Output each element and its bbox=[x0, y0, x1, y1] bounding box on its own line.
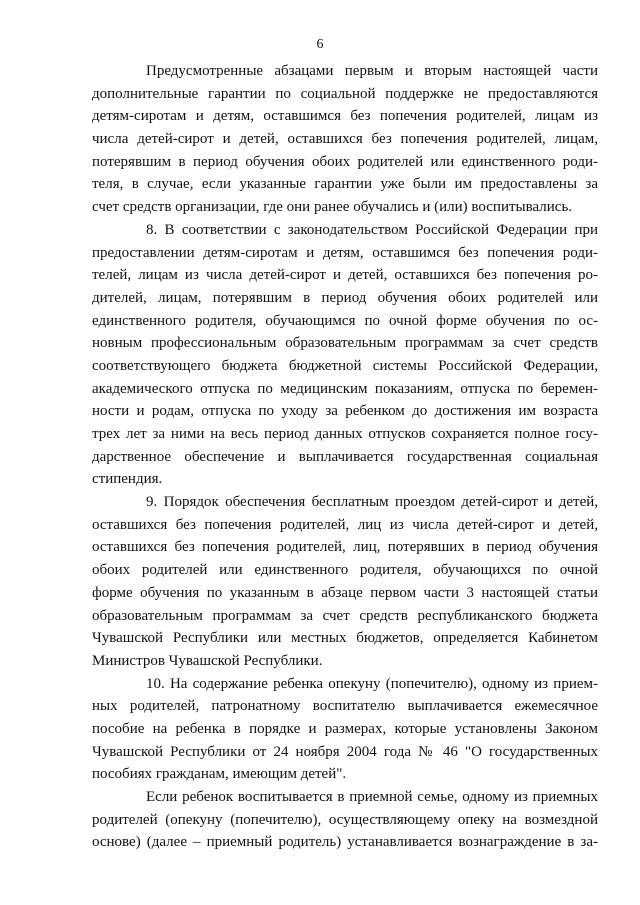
text-line: счет средств организации, где они ранее обучались и (или) воспитывались. bbox=[92, 199, 573, 216]
text-line: оставшихся без попечения родителей, лиц, потерявших в период обучения bbox=[92, 539, 598, 556]
text-line: пособие на ребенка в порядке и размерах, которые установлены Законом bbox=[92, 720, 598, 737]
text-line: дителей, лицам, потерявшим в период обучения обоих родителей или bbox=[92, 289, 598, 306]
text-line: новным профессиональным образовательным программам за счет средств bbox=[92, 335, 598, 352]
paragraph bbox=[92, 673, 598, 786]
text-line: пособиях гражданам, имеющим детей". bbox=[92, 766, 347, 783]
text-line: теля, в случае, если указанные гарантии уже были им предоставлены за bbox=[92, 176, 598, 193]
text-line: соответствующего бюджета бюджетной системы Российской Федерации, bbox=[92, 357, 598, 374]
text-line: дарственное обеспечение и выплачивается государственная социальная bbox=[92, 448, 598, 465]
text-line: академического отпуска по медицинским показаниям, отпуска по беремен- bbox=[92, 380, 598, 397]
text-line: числа детей-сирот и детей, оставшихся без попечения родителей, лицам, bbox=[92, 131, 598, 148]
text-line: оставшихся без попечения родителей, лиц из числа детей-сирот и детей, bbox=[92, 516, 598, 533]
text-line: Если ребенок воспитывается в приемной семье, одному из приемных bbox=[146, 789, 598, 805]
text-line: потерявшим в период обучения обоих родителей или единственного роди- bbox=[92, 153, 598, 170]
text-line: Чувашской Республики от 24 ноября 2004 года № 46 "О государственных bbox=[92, 743, 598, 760]
text-line: форме обучения по указанным в абзаце первом части 3 настоящей статьи bbox=[92, 584, 598, 601]
text-line: Министров Чувашской Республики. bbox=[92, 652, 323, 669]
text-line: единственного родителя, обучающимся по очной форме обучения по ос- bbox=[92, 312, 598, 329]
text-line: стипендия. bbox=[92, 471, 163, 488]
text-line: родителей (опекуну (попечителю), осуществляющему опеку на возмездной bbox=[92, 811, 598, 828]
text-line: образовательным программам за счет средств республиканского бюджета bbox=[92, 607, 598, 624]
document-body bbox=[92, 60, 598, 854]
page-number: 6 bbox=[316, 37, 324, 52]
text-line: телей, лицам из числа детей-сирот и детей, оставшихся без попечения ро- bbox=[92, 267, 598, 284]
text-line: ности и родам, отпуска по уходу за ребенком до достижения им возраста bbox=[92, 403, 598, 420]
text-line: трех лет за ними на весь период данных отпусков сохраняется полное госу- bbox=[92, 426, 598, 442]
text-line: 8. В соответствии с законодательством Российской Федерации при bbox=[146, 221, 598, 238]
text-line: детям-сиротам и детям, оставшимся без попечения родителей, лицам из bbox=[92, 108, 598, 125]
paragraph bbox=[92, 786, 598, 854]
text-line: 10. На содержание ребенка опекуну (попечителю), одному из прием- bbox=[146, 675, 598, 692]
text-line: 9. Порядок обеспечения бесплатным проездом детей-сирот и детей, bbox=[146, 494, 598, 511]
text-line: дополнительные гарантии по социальной поддержке не предоставляются bbox=[92, 85, 598, 102]
text-line: основе) (далее – приемный родитель) устанавливается вознаграждение в за- bbox=[92, 834, 598, 851]
paragraph bbox=[92, 60, 598, 219]
paragraph bbox=[92, 219, 598, 491]
text-line: обоих родителей или единственного родителя, обучающихся по очной bbox=[92, 562, 598, 579]
text-line: Предусмотренные абзацами первым и вторым настоящей части bbox=[146, 63, 598, 79]
text-line: Чувашской Республики или местных бюджетов, определяется Кабинетом bbox=[92, 630, 598, 647]
paragraph bbox=[92, 491, 598, 673]
text-line: ных родителей, патронатному воспитателю выплачивается ежемесячное bbox=[92, 698, 598, 715]
text-line: предоставлении детям-сиротам и детям, оставшимся без попечения роди- bbox=[92, 244, 598, 261]
